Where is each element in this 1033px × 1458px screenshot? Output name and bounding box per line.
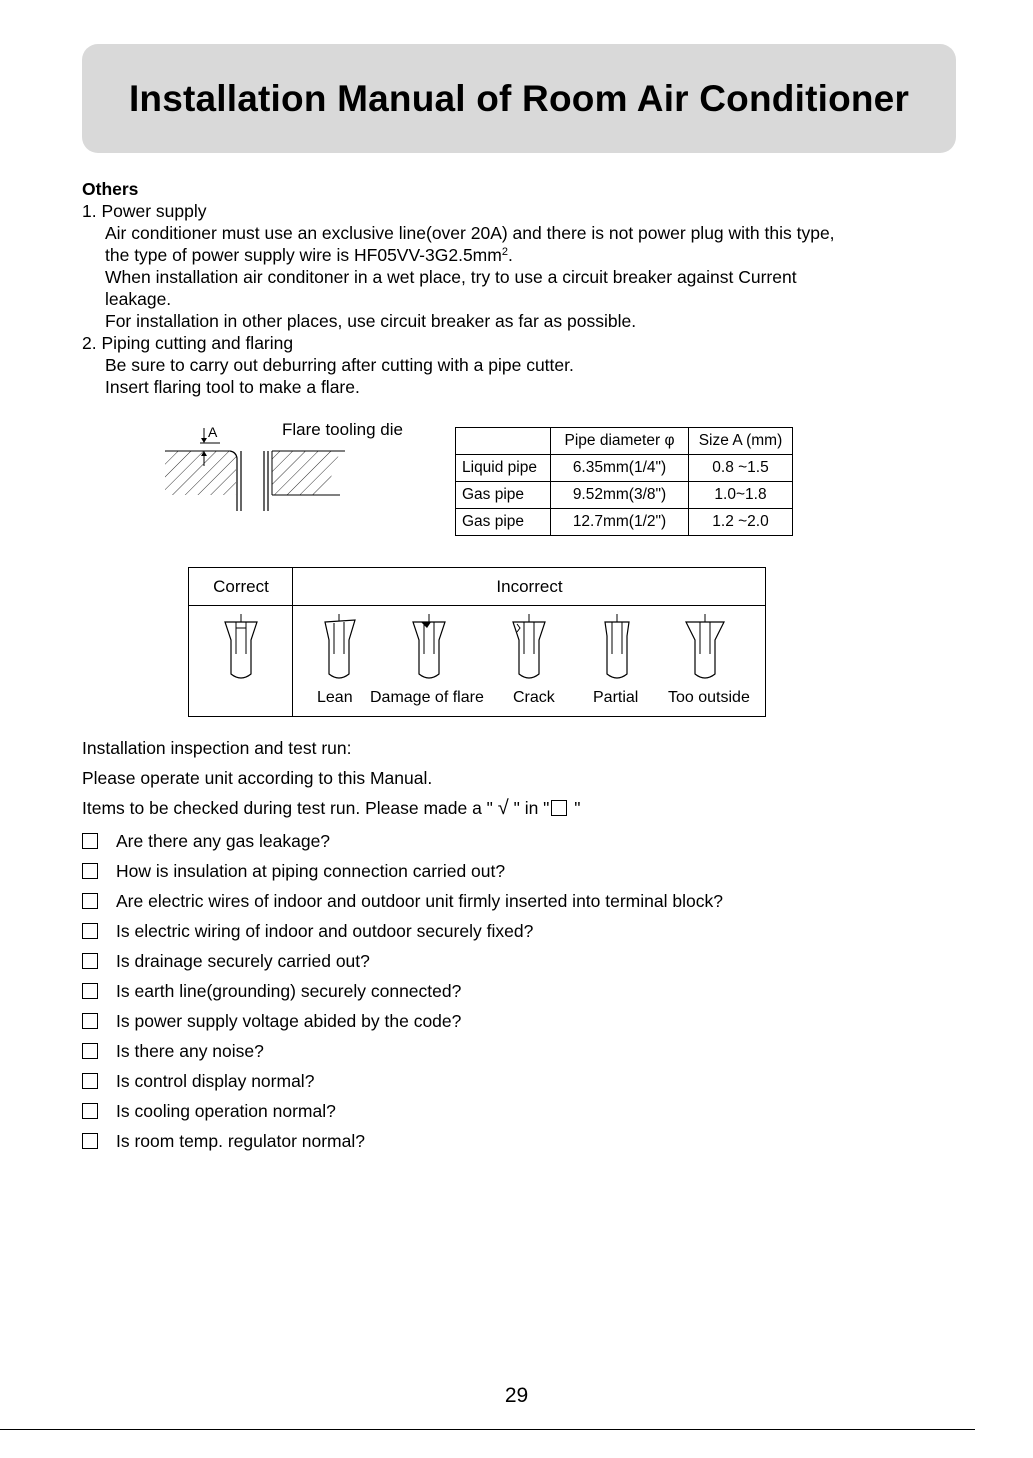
- table-cell: Liquid pipe: [456, 455, 551, 482]
- checklist-item-label: Are there any gas leakage?: [116, 830, 331, 851]
- table-header-cell: Pipe diameter φ: [551, 428, 689, 455]
- checkbox[interactable]: [82, 983, 98, 999]
- checklist-item-label: Is power supply voltage abided by the code?: [116, 1010, 462, 1031]
- piping-line1: Be sure to carry out deburring after cutting with a pipe cutter.: [105, 355, 574, 375]
- inspection-line3-c: ": [574, 798, 581, 818]
- inspection-line3: [82, 796, 982, 826]
- crack-flare-icon: [511, 614, 547, 682]
- pipe-size-table: [455, 427, 793, 536]
- table-divider: [189, 605, 765, 606]
- piping-line2: Insert flaring tool to make a flare.: [105, 377, 360, 397]
- table-cell: 12.7mm(1/2"): [551, 509, 689, 536]
- checkbox[interactable]: [82, 863, 98, 879]
- checklist-item[interactable]: [82, 916, 982, 946]
- power-supply-line2: [82, 244, 962, 266]
- checkbox[interactable]: [82, 923, 98, 939]
- correct-header: Correct: [213, 576, 269, 596]
- checklist-item[interactable]: [82, 826, 982, 856]
- flare-die-label: Flare tooling die: [282, 420, 403, 439]
- incorrect-header: Incorrect: [496, 576, 563, 596]
- checklist-item[interactable]: [82, 886, 982, 916]
- inspection-line3-a: Items to be checked during test run. Please made a ": [82, 798, 493, 818]
- table-divider: [292, 568, 293, 716]
- table-row: [456, 482, 793, 509]
- power-supply-line4: leakage.: [105, 289, 172, 309]
- table-cell: 1.2 ~2.0: [689, 509, 793, 536]
- page-title: Installation Manual of Room Air Conditioner: [128, 77, 910, 119]
- inspection-line2: Please operate unit according to this Manual.: [82, 768, 433, 788]
- checkmark-icon: √: [497, 797, 509, 819]
- checklist-item[interactable]: [82, 976, 982, 1006]
- caption-lean: Lean: [317, 689, 353, 706]
- lean-flare-icon: [321, 614, 357, 682]
- checkbox[interactable]: [82, 1133, 98, 1149]
- table-header-cell: Size A (mm): [689, 428, 793, 455]
- power-supply-line5: For installation in other places, use circuit breaker as far as possible.: [105, 311, 637, 331]
- too-outside-flare-icon: [685, 614, 725, 682]
- checkbox[interactable]: [82, 1103, 98, 1119]
- checklist-item-label: Is earth line(grounding) securely connected?: [116, 980, 462, 1001]
- caption-too-outside: Too outside: [668, 689, 750, 706]
- power-supply-title: 1. Power supply: [82, 201, 207, 221]
- checklist-item-label: Is cooling operation normal?: [116, 1100, 336, 1121]
- piping-title: 2. Piping cutting and flaring: [82, 333, 294, 353]
- checklist-item-label: How is insulation at piping connection carried out?: [116, 860, 506, 881]
- power-supply-line2-sup: 2: [501, 246, 508, 258]
- checkbox[interactable]: [82, 1073, 98, 1089]
- table-cell: 0.8 ~1.5: [689, 455, 793, 482]
- checklist-item[interactable]: [82, 1066, 982, 1096]
- checklist-item-label: Are electric wires of indoor and outdoor unit firmly inserted into terminal block?: [116, 890, 723, 911]
- title-banner: [82, 44, 956, 153]
- checklist-item-label: Is room temp. regulator normal?: [116, 1130, 365, 1151]
- table-cell: 6.35mm(1/4"): [551, 455, 689, 482]
- footer-rule: [0, 1429, 975, 1430]
- checklist-item-label: Is control display normal?: [116, 1070, 315, 1091]
- dimension-a-label: A: [208, 424, 218, 440]
- power-supply-line3: When installation air conditoner in a wet place, try to use a circuit breaker against Current: [105, 267, 797, 287]
- partial-flare-icon: [599, 614, 635, 682]
- caption-partial: Partial: [593, 689, 639, 706]
- checklist-item[interactable]: [82, 1126, 982, 1156]
- checklist-item-label: Is electric wiring of indoor and outdoor securely fixed?: [116, 920, 534, 941]
- flare-die-diagram: [160, 418, 425, 518]
- damage-flare-icon: [411, 614, 447, 682]
- caption-crack: Crack: [513, 689, 555, 706]
- caption-damage-of-flare: Damage of flare: [370, 689, 484, 706]
- checklist-item[interactable]: [82, 856, 982, 886]
- checklist-item-label: Is there any noise?: [116, 1040, 264, 1061]
- checklist-item-label: Is drainage securely carried out?: [116, 950, 370, 971]
- table-cell: 9.52mm(3/8"): [551, 482, 689, 509]
- power-supply-line2-main: the type of power supply wire is HF05VV-3G2.5mm: [105, 245, 502, 265]
- flare-check-table: [188, 567, 766, 717]
- checkbox[interactable]: [82, 893, 98, 909]
- checkbox[interactable]: [82, 1013, 98, 1029]
- checkbox[interactable]: [82, 1043, 98, 1059]
- table-row: [456, 509, 793, 536]
- table-cell: Gas pipe: [456, 509, 551, 536]
- inspection-line1: Installation inspection and test run:: [82, 738, 352, 758]
- checkbox[interactable]: [82, 833, 98, 849]
- others-section: [82, 178, 962, 398]
- checkbox[interactable]: [82, 953, 98, 969]
- table-cell: Gas pipe: [456, 482, 551, 509]
- inspection-line3-b: " in ": [513, 798, 550, 818]
- power-supply-line2-end: .: [507, 245, 513, 265]
- table-header-row: [456, 428, 793, 455]
- table-cell: 1.0~1.8: [689, 482, 793, 509]
- checklist-item[interactable]: [82, 1096, 982, 1126]
- checklist-item[interactable]: [82, 946, 982, 976]
- others-heading: Others: [82, 179, 139, 199]
- table-header-cell: [456, 428, 551, 455]
- table-row: [456, 455, 793, 482]
- checklist-item[interactable]: [82, 1006, 982, 1036]
- correct-flare-icon: [223, 614, 259, 682]
- checklist-item[interactable]: [82, 1036, 982, 1066]
- checkbox-icon: [551, 800, 567, 816]
- power-supply-line1: Air conditioner must use an exclusive line(over 20A) and there is not power plug with this type,: [105, 223, 835, 243]
- inspection-section: [82, 736, 982, 1156]
- page-number: 29: [504, 1384, 529, 1407]
